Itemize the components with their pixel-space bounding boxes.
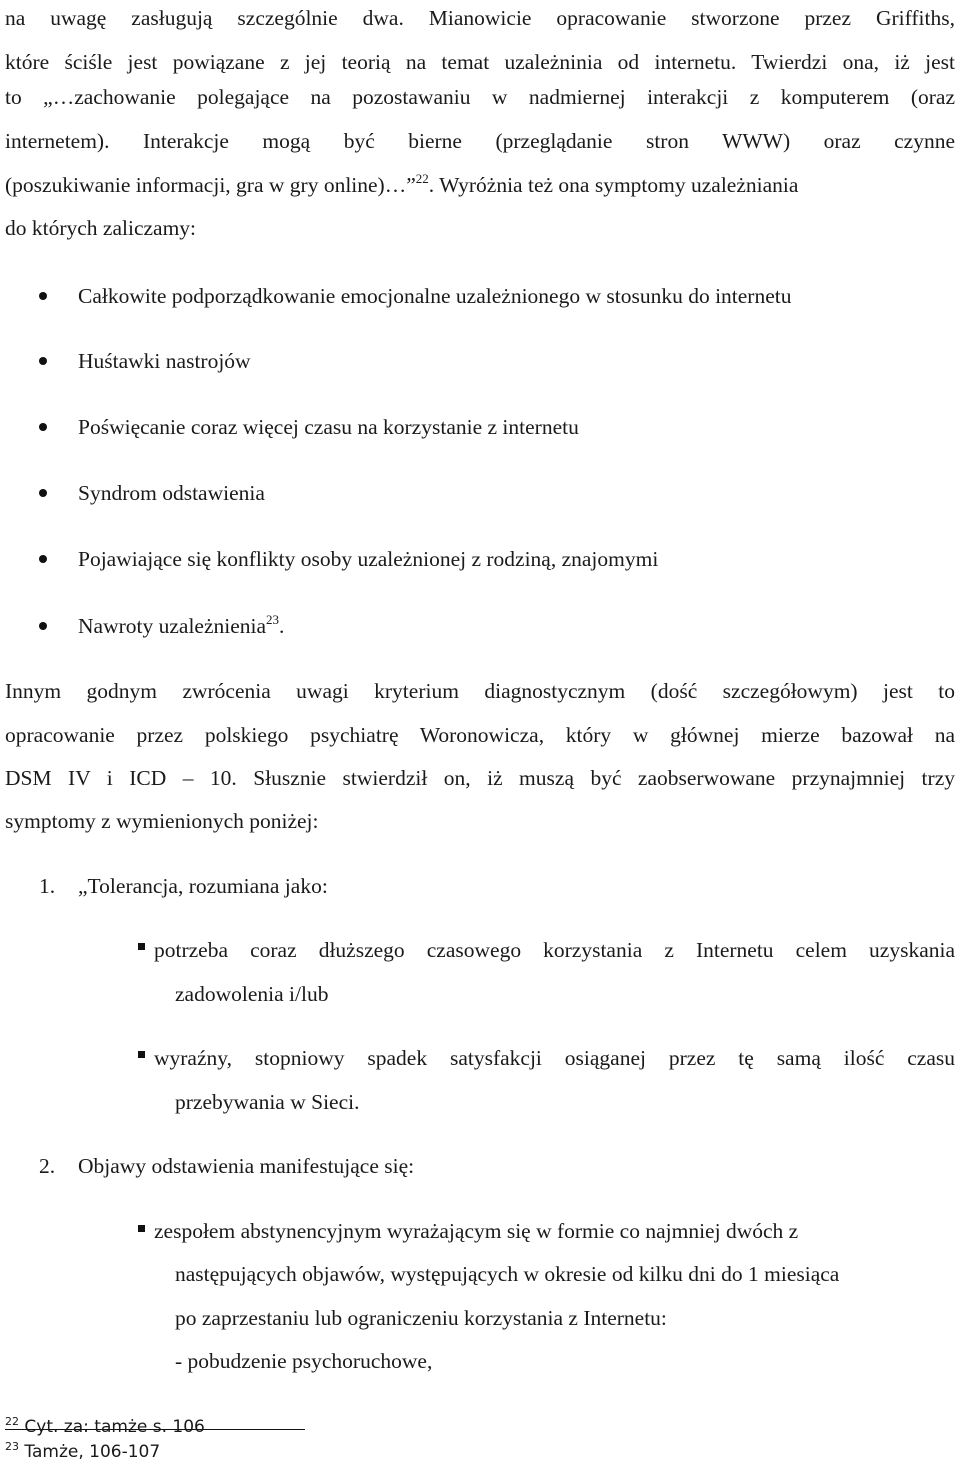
paragraph-2-line-3: DSM IV i ICD – 10. Słusznie stwierdził on, iż muszą być zaobserwowane przynajmniej trzy <box>5 766 955 790</box>
paragraph-2-line-4: symptomy z wymienionych poniżej: <box>5 809 319 833</box>
paragraph-1-text-cont: . Wyróżnia też ona symptomy uzależniania <box>428 173 799 197</box>
paragraph-2-line-2: opracowanie przez polskiego psychiatrę Woronowicza, który w głównej mierze bazował na <box>5 723 955 747</box>
square-bullet-icon <box>138 1225 145 1232</box>
bullet-icon <box>39 555 47 563</box>
criterion-1-number: 1. <box>39 874 56 898</box>
criterion-1-item-1-line-1: potrzeba coraz dłuższego czasowego korzystania z Internetu celem uzyskania <box>154 938 955 962</box>
criterion-2-item-1-line-4: - pobudzenie psychoruchowe, <box>175 1349 433 1373</box>
paragraph-1-line-3: to „…zachowanie polegające na pozostawaniu w nadmiernej interakcji z komputerem (oraz <box>5 85 955 109</box>
criterion-2-number: 2. <box>39 1154 56 1178</box>
list-item-text <box>78 611 284 644</box>
square-bullet-icon <box>138 943 145 950</box>
criterion-2-item-1-line-3: po zaprzestaniu lub ograniczeniu korzystania z Internetu: <box>175 1306 667 1330</box>
bullet-icon <box>39 622 47 630</box>
list-item-text: Pojawiające się konflikty osoby uzależnionej z rodziną, znajomymi <box>78 547 659 571</box>
paragraph-1-line-2: które ściśle jest powiązane z jej teorią na temat uzależninia od internetu. Twierdzi ona, iż jest <box>5 50 955 74</box>
criterion-2-title: Objawy odstawienia manifestujące się: <box>78 1154 415 1178</box>
square-bullet-icon <box>138 1051 145 1058</box>
bullet-icon <box>39 489 47 497</box>
paragraph-1-line-4: internetem). Interakcje mogą być bierne (przeglądanie stron WWW) oraz czynne <box>5 129 955 153</box>
list-item-text: Poświęcanie coraz więcej czasu na korzystanie z internetu <box>78 415 579 439</box>
list-item-text: Całkowite podporządkowanie emocjonalne uzależnionego w stosunku do internetu <box>78 284 792 308</box>
list-item-text: Syndrom odstawienia <box>78 481 265 505</box>
footnote-number: 23 <box>5 1440 19 1453</box>
footnote-23 <box>5 1442 160 1464</box>
list-item-text: Huśtawki nastrojów <box>78 349 251 373</box>
footnote-text: Cyt. za: tamże s. 106 <box>24 1417 205 1437</box>
criterion-2-item-1-line-1: zespołem abstynencyjnym wyrażającym się w formie co najmniej dwóch z <box>154 1219 799 1243</box>
paragraph-1-line-5 <box>5 170 955 203</box>
paragraph-1-line-6: do których zaliczamy: <box>5 216 197 240</box>
footnote-22 <box>5 1417 205 1439</box>
criterion-1-item-1-line-2: zadowolenia i/lub <box>175 982 329 1006</box>
bullet-icon <box>39 423 47 431</box>
list-item-tail: . <box>279 614 285 638</box>
list-item-label: Nawroty uzależnienia <box>78 614 267 638</box>
footnote-number: 22 <box>5 1415 19 1428</box>
paragraph-1-text: (poszukiwanie informacji, gra w gry online)…” <box>5 173 416 197</box>
paragraph-2-line-1: Innym godnym zwrócenia uwagi kryterium diagnostycznym (dość szczegółowym) jest to <box>5 679 955 703</box>
bullet-icon <box>39 357 47 365</box>
criterion-1-item-2-line-1: wyraźny, stopniowy spadek satysfakcji osiąganej przez tę samą ilość czasu <box>154 1046 955 1070</box>
bullet-icon <box>39 292 47 300</box>
criterion-1-item-2-line-2: przebywania w Sieci. <box>175 1090 360 1114</box>
criterion-1-title: „Tolerancja, rozumiana jako: <box>78 874 328 898</box>
footnote-ref-23: 23 <box>266 612 280 627</box>
paragraph-1-line-1: na uwagę zasługują szczególnie dwa. Mianowicie opracowanie stworzone przez Griffiths, <box>5 6 955 30</box>
criterion-2-item-1-line-2: następujących objawów, występujących w okresie od kilku dni do 1 miesiąca <box>175 1262 840 1286</box>
footnote-text: Tamże, 106-107 <box>24 1442 161 1462</box>
footnote-ref-22: 22 <box>415 171 429 186</box>
